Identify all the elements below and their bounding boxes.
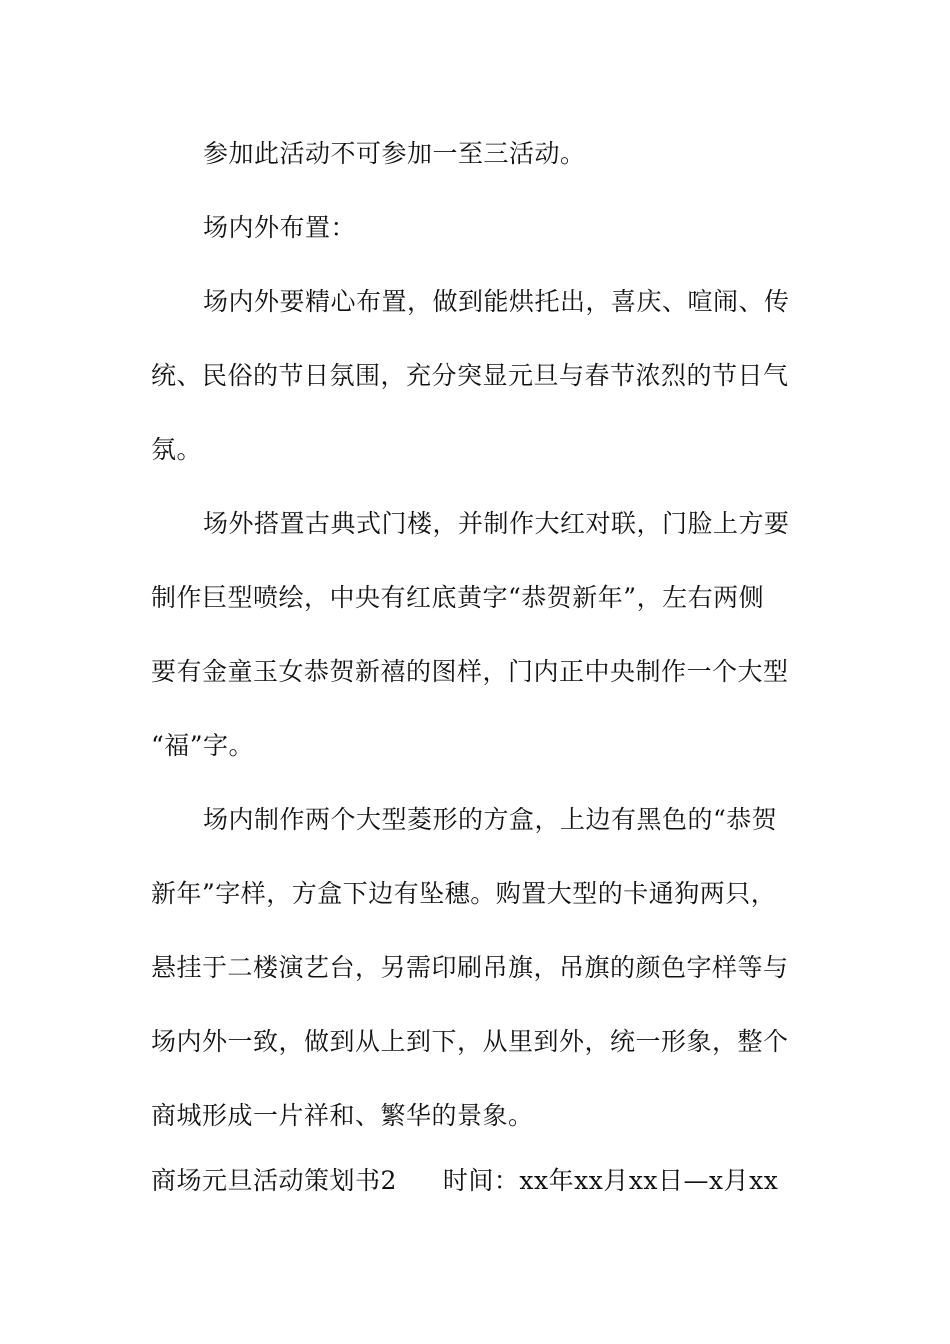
event-time: 时间：xx年xx月xx日—x月xx [442,1166,779,1195]
paragraph-line: 氛。 [151,435,203,464]
paragraph-line: 场内外一致，做到从上到下，从里到外，统一形象，整个 [151,1027,789,1056]
section-heading: 场内外布置： [203,213,357,242]
paragraph-line: 场内外要精心布置，做到能烘托出，喜庆、喧闹、传 [203,287,790,316]
paragraph-line: 新年”字样，方盒下边有坠穗。购置大型的卡通狗两只， [151,879,777,908]
paragraph-line: 要有金童玉女恭贺新禧的图样，门内正中央制作一个大型 [151,657,789,686]
document-title: 商场元旦活动策划书2 [151,1166,397,1195]
paragraph-line: 场内制作两个大型菱形的方盒，上边有黑色的“恭贺 [203,805,778,834]
paragraph-line: “福”字。 [151,731,255,760]
paragraph-line: 统、民俗的节日氛围，充分突显元旦与春节浓烈的节日气 [151,361,789,390]
paragraph-line: 参加此活动不可参加一至三活动。 [203,139,586,168]
document-body [151,117,801,1209]
paragraph-line: 商城形成一片祥和、繁华的景象。 [151,1101,534,1130]
document-title-line [151,1153,801,1209]
paragraph-line: 悬挂于二楼演艺台，另需印刷吊旗，吊旗的颜色字样等与 [151,953,789,982]
paragraph-line: 制作巨型喷绘，中央有红底黄字“恭贺新年”，左右两侧 [151,583,765,612]
paragraph-line: 场外搭置古典式门楼，并制作大红对联，门脸上方要 [203,509,790,538]
